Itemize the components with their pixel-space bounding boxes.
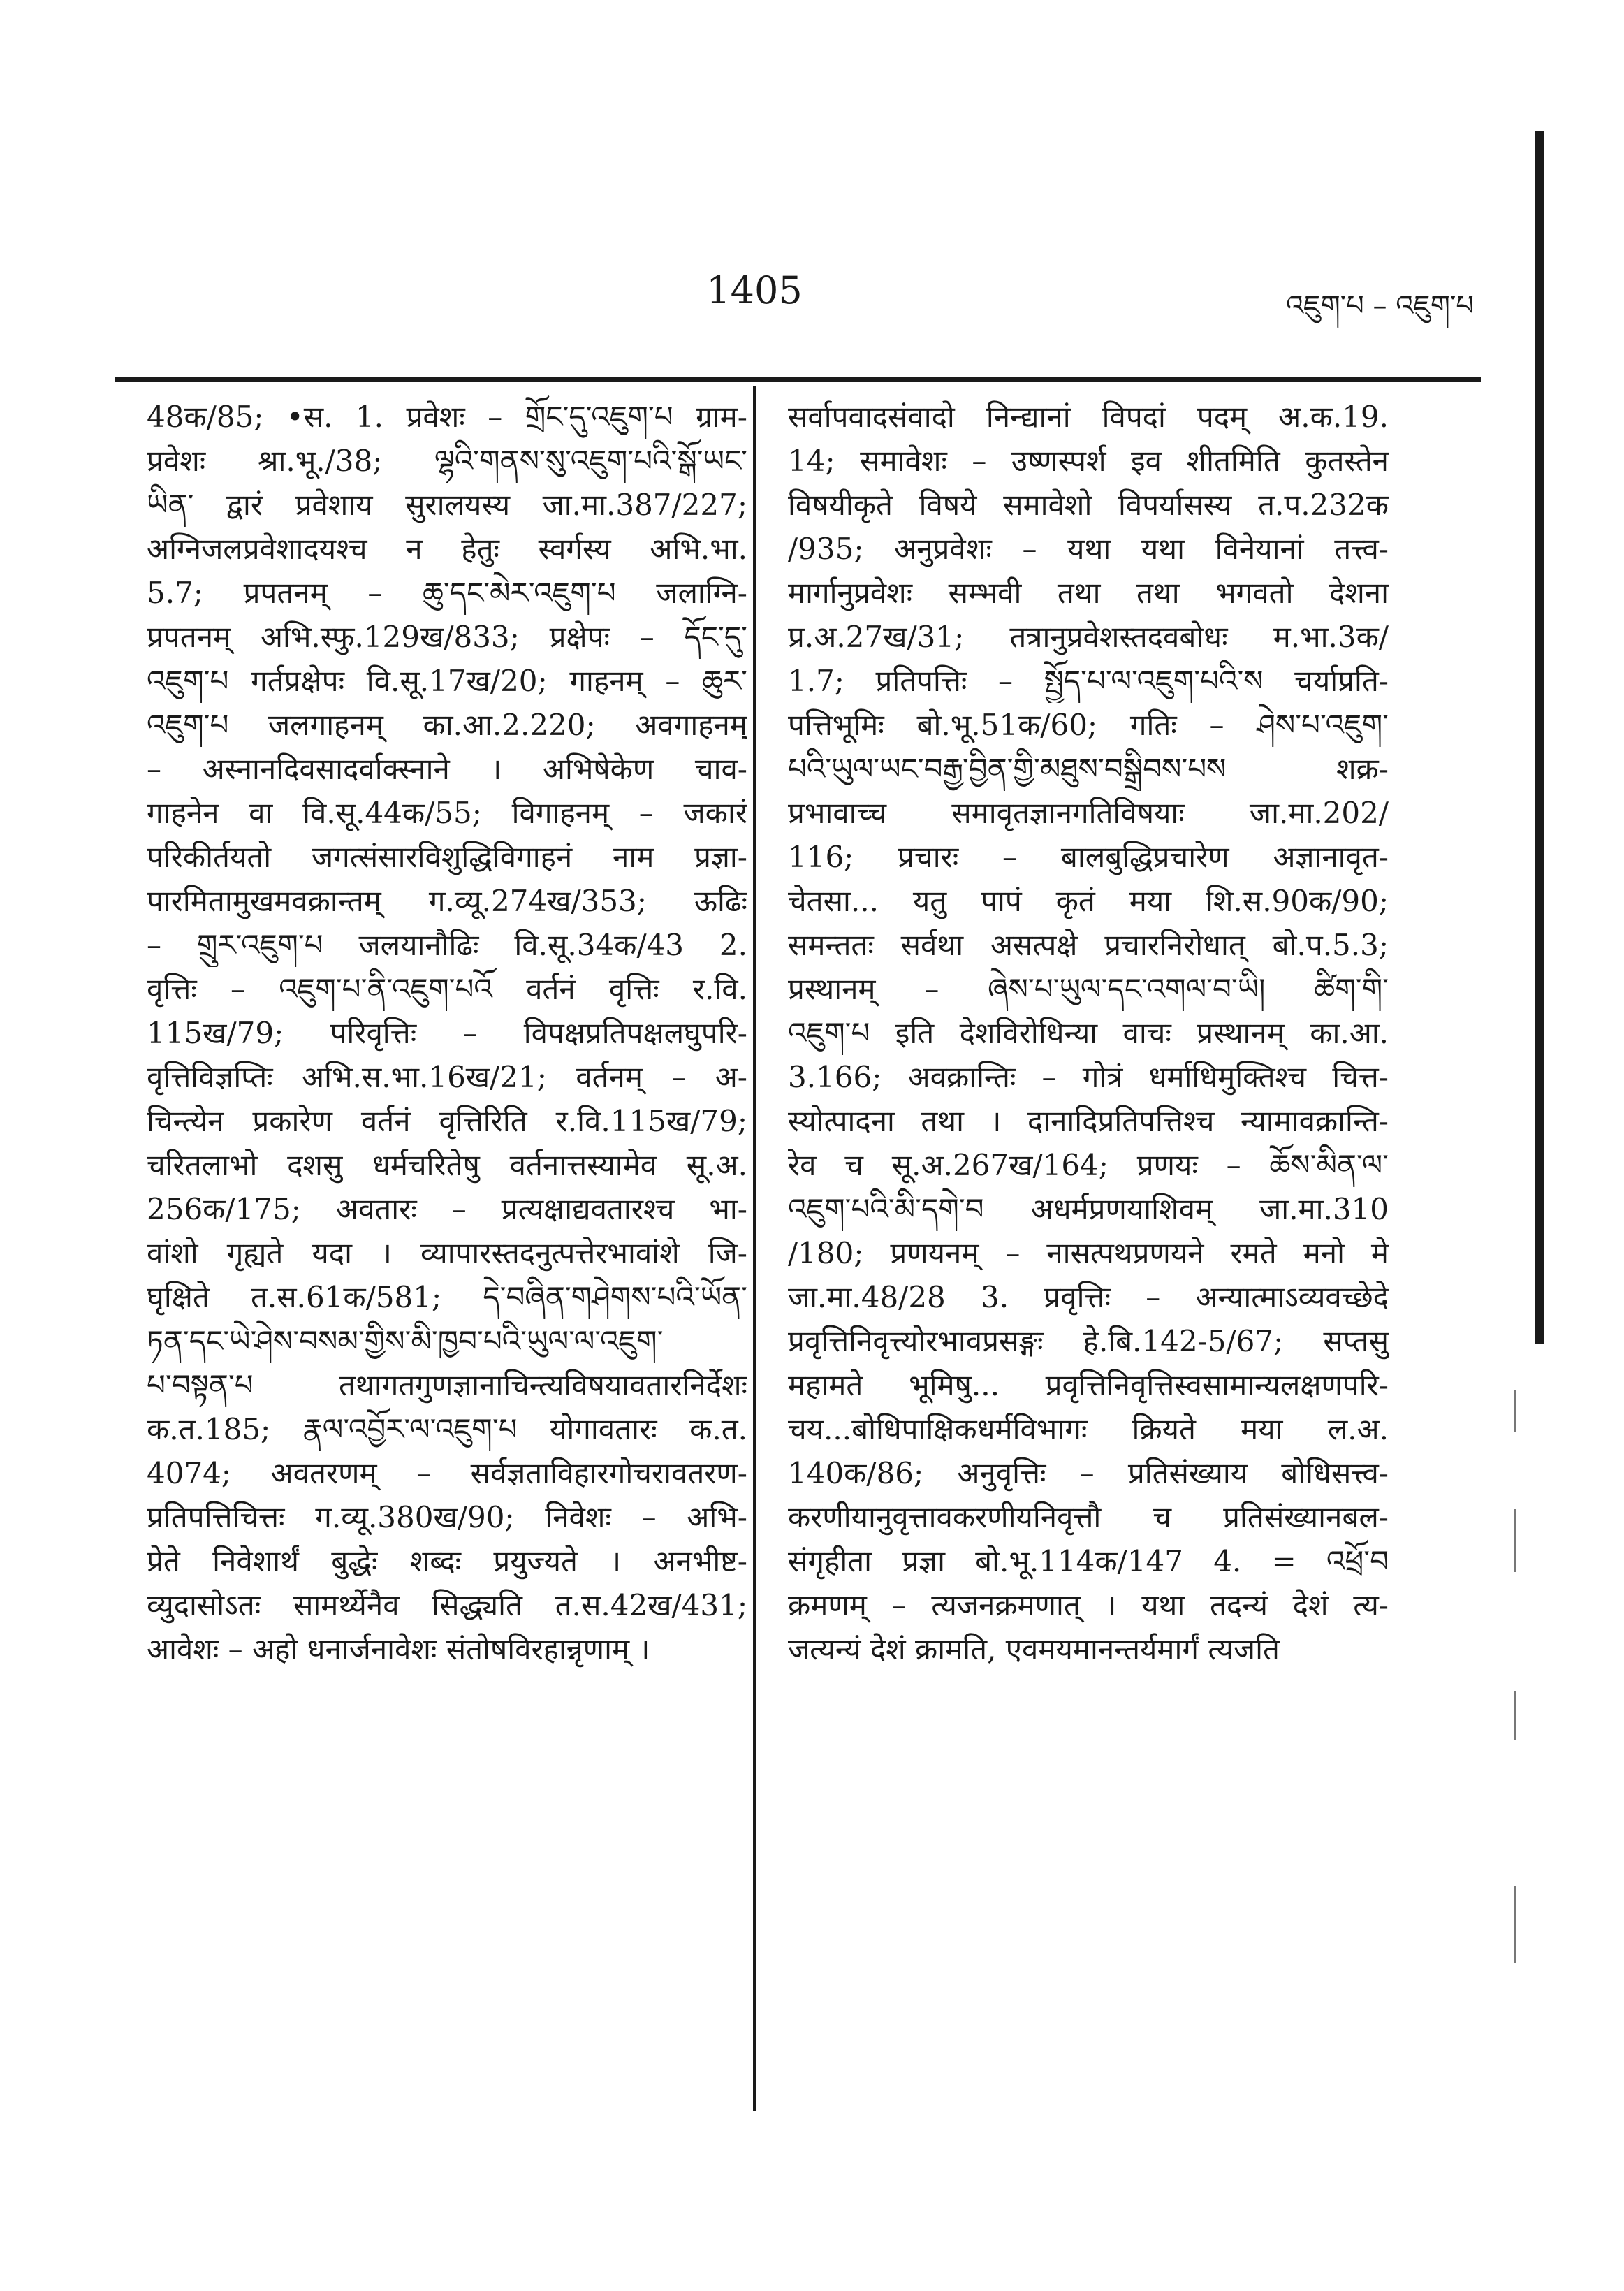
text-line: ཏན་དང་ཡེ་ཤེས་བསམ་གྱིས་མི་ཁྱབ་པའི་ཡུལ་ལ་འཇུག་ <box>147 1324 664 1358</box>
text-line: – अस्नानदिवसादर्वाक्स्नाने । अभिषेकेण चाव- <box>147 752 747 786</box>
text-line: क्रमणम् – त्यजनक्रमणात् । यथा तदन्यं देशं त्य- <box>788 1588 1389 1622</box>
running-head: འཇུག་པ – འཇུག་པ <box>1285 290 1474 322</box>
text-line: 116; प्रचारः – बालबुद्धिप्रचारेण अज्ञानावृत- <box>788 840 1389 874</box>
text-line: घृक्षिते त.स.61क/581; དེ་བཞིན་གཤེགས་པའི་ཡོན་ <box>147 1280 747 1314</box>
text-line: क.त.185; རྣལ་འབྱོར་ལ་འཇུག་པ योगावतारः क.त. <box>147 1412 747 1446</box>
text-line: པའི་ཡུལ་ཡང་བརྒྱ་བྱིན་གྱི་མཐུས་བསྒྲིབས་པས शक्र- <box>788 752 1389 786</box>
text-line: འཇུག་པ इति देशविरोधिन्या वाचः प्रस्थानम् का.आ. <box>788 1016 1389 1050</box>
text-line: 48क/85; •स. 1. प्रवेशः – གྲོང་དུ་འཇུག་པ ग्राम- <box>147 400 747 434</box>
text-line: 5.7; प्रपतनम् – ཆུ་དང་མེར་འཇུག་པ जलाग्नि- <box>147 576 747 610</box>
text-line: पारमितामुखमवक्रान्तम् ग.व्यू.274ख/353; ऊढिः <box>147 884 747 918</box>
text-line: པ་བསྟན་པ तथागतगुणज्ञानाचिन्त्यविषयावतारनिर्देशः <box>147 1368 747 1402</box>
text-line: प्रपतनम् अभि.स्फु.129ख/833; प्रक्षेपः – དོང་དུ་ <box>147 620 747 654</box>
text-line: संगृहीता प्रज्ञा बो.भू.114क/147 4. = འཕྲོ་བ <box>788 1544 1389 1578</box>
text-line: – གྲུར་འཇུག་པ जलयानौढिः वि.सू.34क/43 2. <box>147 928 747 962</box>
text-line: महामते भूमिषु... प्रवृत्तिनिवृत्तिस्वसामान्यलक्षणपरि- <box>788 1368 1389 1402</box>
right-column <box>788 395 1389 1671</box>
text-line: འཇུག་པའི་མི་དགེ་བ अधर्मप्रणयाशिवम् जा.मा.310 <box>788 1192 1389 1226</box>
text-line: करणीयानुवृत्तावकरणीयनिवृत्तौ च प्रतिसंख्यानबल- <box>788 1500 1389 1534</box>
text-line: /935; अनुप्रवेशः – यथा यथा विनेयानां तत्त्व- <box>788 532 1389 566</box>
text-line: चिन्त्येन प्रकारेण वर्तनं वृत्तिरिति र.वि.115ख/79; <box>147 1104 747 1138</box>
text-line: 115ख/79; परिवृत्तिः – विपक्षप्रतिपक्षलघुपरि- <box>147 1016 747 1050</box>
text-line: 1.7; प्रतिपत्तिः – སྤྱོད་པ་ལ་འཇུག་པའི་ས चर्याप्रति- <box>788 664 1389 698</box>
page-number: 1405 <box>706 268 803 312</box>
text-line: चय...बोधिपाक्षिकधर्मविभागः क्रियते मया ल.अ. <box>788 1412 1389 1446</box>
left-column <box>147 395 747 1671</box>
scan-edge-bar <box>1535 131 1544 1344</box>
text-line: 3.166; अवक्रान्तिः – गोत्रं धर्माधिमुक्तिश्च चित्त- <box>788 1060 1389 1094</box>
text-line: जा.मा.48/28 3. प्रवृत्तिः – अन्यात्माऽव्यवच्छेदे <box>788 1280 1389 1314</box>
text-line: प्रतिपत्तिचित्तः ग.व्यू.380ख/90; निवेशः – अभि- <box>147 1500 747 1534</box>
scan-edge-speck <box>1514 1691 1516 1740</box>
text-line: प्रभावाच्च समावृतज्ञानगतिविषयाः जा.मा.202/ <box>788 796 1389 830</box>
text-line: प्रस्थानम् – ཞེས་པ་ཡུལ་དང་འགལ་བ་ཡི། ཚིག་གི་ <box>788 972 1389 1006</box>
text-line: सर्वापवादसंवादो निन्द्यानां विपदां पदम् अ.क.19. <box>788 400 1389 434</box>
text-line: अग्निजलप्रवेशादयश्च न हेतुः स्वर्गस्य अभि.भा. <box>147 532 747 566</box>
scan-edge-speck <box>1514 1390 1516 1432</box>
text-line: जत्यन्यं देशं क्रामति, एवमयमानन्तर्यमार्गं त्यजति <box>788 1632 1280 1666</box>
text-line: चेतसा... यतु पापं कृतं मया शि.स.90क/90; <box>788 884 1389 918</box>
text-line: मार्गानुप्रवेशः सम्भवी तथा तथा भगवतो देशना <box>788 576 1389 610</box>
text-line: འཇུག་པ गर्तप्रक्षेपः वि.सू.17ख/20; गाहनम् – ཆུར་ <box>147 664 747 698</box>
text-line: चरितलाभो दशसु धर्मचरितेषु वर्तनात्तस्यामेव सू.अ. <box>147 1148 747 1182</box>
text-line: ཡིན་ द्वारं प्रवेशाय सुरालयस्य जा.मा.387/227; <box>147 488 747 522</box>
text-line: पत्तिभूमिः बो.भू.51क/60; गतिः – ཤེས་པ་འཇུག་ <box>788 708 1389 742</box>
scan-edge-speck <box>1514 1509 1516 1572</box>
text-line: प्रवेशः श्रा.भू./38; ལྷའི་གནས་སུ་འཇུག་པའི་སྒོ་ཡང་ <box>147 444 747 478</box>
text-line: 256क/175; अवतारः – प्रत्यक्षाद्यवतारश्च भा- <box>147 1192 747 1226</box>
text-line: प्रेते निवेशार्थं बुद्धेः शब्दः प्रयुज्यते । अनभीष्ट- <box>147 1544 747 1578</box>
text-line: विषयीकृते विषये समावेशो विपर्यासस्य त.प.232क <box>788 488 1389 522</box>
text-line: वृत्तिः – འཇུག་པ་ནི་འཇུག་པའོ वर्तनं वृत्तिः र.वि. <box>147 972 747 1006</box>
text-line: स्योत्पादना तथा । दानादिप्रतिपत्तिश्च न्यामावक्रान्ति- <box>788 1104 1389 1138</box>
text-line: समन्ततः सर्वथा असत्पक्षे प्रचारनिरोधात् बो.प.5.3; <box>788 928 1389 962</box>
text-line: व्युदासोऽतः सामर्थ्येनैव सिद्ध्यति त.स.42ख/431; <box>147 1588 747 1622</box>
text-line: गाहनेन वा वि.सू.44क/55; विगाहनम् – जकारं <box>147 796 747 830</box>
text-line: प्र.अ.27ख/31; तत्रानुप्रवेशस्तदवबोधः म.भा.3क/ <box>788 620 1389 654</box>
text-line: वृत्तिविज्ञप्तिः अभि.स.भा.16ख/21; वर्तनम् – अ- <box>147 1060 747 1094</box>
text-line: འཇུག་པ जलगाहनम् का.आ.2.220; अवगाहनम् <box>147 708 747 742</box>
column-divider <box>753 386 756 2111</box>
text-line: रेव च सू.अ.267ख/164; प्रणयः – ཆོས་མིན་ལ་ <box>788 1148 1389 1182</box>
text-line: 14; समावेशः – उष्णस्पर्श इव शीतमिति कुतस्तेन <box>788 444 1389 478</box>
text-line: प्रवृत्तिनिवृत्त्योरभावप्रसङ्गः हे.बि.142-5/67; सप्तसु <box>788 1324 1389 1358</box>
text-line: वांशो गृह्यते यदा । व्यापारस्तदनुत्पत्तेरभावांशे जि- <box>147 1236 747 1270</box>
text-line: आवेशः – अहो धनार्जनावेशः संतोषविरहान्नृणाम् । <box>147 1632 650 1666</box>
scan-edge-speck <box>1514 1886 1516 1963</box>
text-line: 140क/86; अनुवृत्तिः – प्रतिसंख्याय बोधिसत्त्व- <box>788 1456 1389 1490</box>
text-line: परिकीर्तयतो जगत्संसारविशुद्धिविगाहनं नाम प्रज्ञा- <box>147 840 747 874</box>
text-line: 4074; अवतरणम् – सर्वज्ञताविहारगोचरावतरण- <box>147 1456 747 1490</box>
header-rule <box>115 377 1481 382</box>
text-line: /180; प्रणयनम् – नासत्पथप्रणयने रमते मनो मे <box>788 1236 1389 1270</box>
